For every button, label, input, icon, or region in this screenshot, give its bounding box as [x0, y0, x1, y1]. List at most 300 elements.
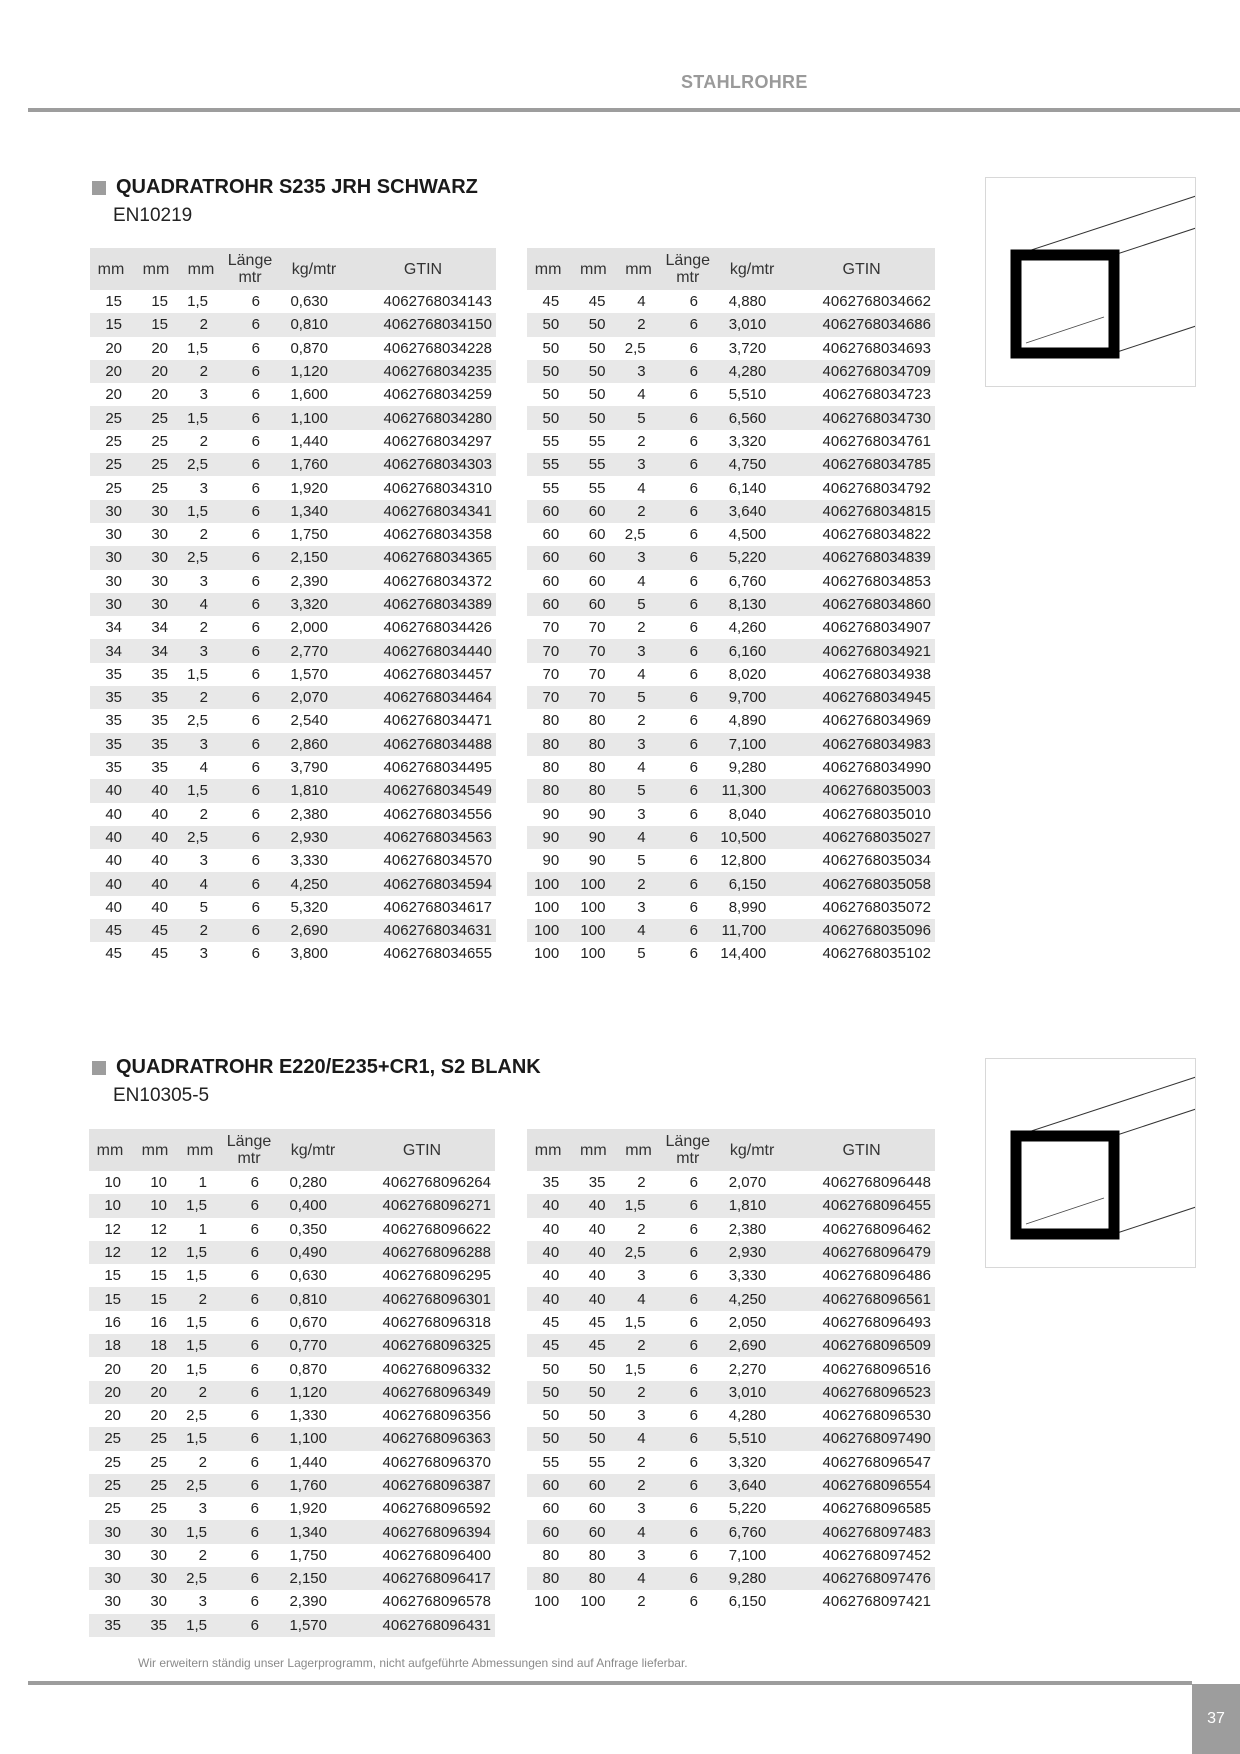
- column-header: mm: [527, 248, 569, 290]
- table-cell: 30: [151, 572, 168, 590]
- table-cell: 60: [569, 500, 617, 523]
- table-cell: 4062768034822: [822, 526, 931, 544]
- table-row: [527, 779, 935, 802]
- table-cell: 70: [588, 665, 606, 683]
- table-row: [89, 1544, 495, 1567]
- table-cell: 6: [222, 546, 278, 569]
- column-header: Länge mtr: [660, 248, 716, 290]
- table-cell: 6: [660, 1241, 716, 1264]
- table-cell: 4062768034495: [383, 759, 492, 777]
- table-row: [89, 1404, 495, 1427]
- table-cell: 4062768097452: [822, 1546, 931, 1564]
- table-cell: 2: [617, 500, 659, 523]
- table-cell: 4062768034389: [350, 593, 496, 616]
- table-cell: 6: [660, 779, 716, 802]
- table-cell: 4062768034365: [350, 546, 496, 569]
- table-cell: 4062768034730: [788, 406, 935, 429]
- table-row: [90, 476, 496, 499]
- table-cell: 1,760: [278, 453, 350, 476]
- square-tube-icon: [985, 177, 1196, 387]
- table-row: [527, 1520, 935, 1543]
- table-cell: 35: [90, 733, 132, 756]
- table-cell: 4062768034556: [383, 805, 492, 823]
- table-cell: 55: [527, 453, 569, 476]
- table-row: [527, 430, 935, 453]
- table-cell: 4062768096455: [788, 1194, 935, 1217]
- table-cell: 6: [689, 1267, 698, 1285]
- table-cell: 3: [617, 360, 659, 383]
- table-cell: 1,920: [289, 1500, 327, 1518]
- table-cell: 50: [588, 1407, 606, 1425]
- table-cell: 6: [251, 898, 260, 916]
- table-cell: 2,5: [617, 1241, 659, 1264]
- table-cell: 1,5: [186, 1267, 207, 1285]
- table-row: [527, 919, 935, 942]
- table-cell: 55: [542, 432, 560, 450]
- column-header: mm: [569, 248, 617, 290]
- table-cell: 25: [151, 432, 168, 450]
- table-cell: 2,5: [624, 339, 646, 357]
- table-cell: 1,750: [290, 526, 328, 544]
- table-cell: 3: [617, 639, 659, 662]
- table-cell: 20: [150, 1360, 167, 1378]
- table-cell: 1,5: [179, 1194, 221, 1217]
- table-cell: 6: [221, 1241, 277, 1264]
- table-cell: 45: [105, 945, 122, 963]
- table-cell: 3,330: [290, 852, 328, 870]
- table-cell: 60: [542, 1500, 560, 1518]
- table-cell: 4062768034945: [788, 686, 935, 709]
- table-cell: 3: [198, 1500, 207, 1518]
- table-cell: 10: [150, 1174, 167, 1192]
- table-cell: 100: [527, 872, 569, 895]
- table-cell: 6: [689, 712, 698, 730]
- table-cell: 15: [105, 293, 122, 311]
- table-cell: 1,5: [187, 339, 208, 357]
- table-row: [90, 849, 496, 872]
- table-cell: 4062768035102: [822, 945, 931, 963]
- table-cell: 0,350: [289, 1220, 327, 1238]
- table-cell: 4062768034709: [788, 360, 935, 383]
- table-cell: 2,5: [180, 826, 222, 849]
- table-cell: 35: [132, 686, 180, 709]
- table-cell: 4: [617, 1567, 659, 1590]
- table-cell: 4: [180, 593, 222, 616]
- table-row: [90, 616, 496, 639]
- table-cell: 45: [569, 1334, 617, 1357]
- table-cell: 70: [542, 619, 560, 637]
- table-cell: 8,020: [728, 665, 767, 683]
- table-row: [90, 593, 496, 616]
- table-cell: 0,770: [277, 1334, 349, 1357]
- table-cell: 40: [90, 779, 132, 802]
- table-cell: 3: [637, 1407, 646, 1425]
- table-row: [89, 1171, 495, 1194]
- table-cell: 40: [527, 1241, 569, 1264]
- table-cell: 2,5: [180, 546, 222, 569]
- table-cell: 60: [527, 1520, 569, 1543]
- table-cell: 6: [660, 1194, 716, 1217]
- table-row: [527, 1590, 935, 1613]
- table-cell: 40: [151, 898, 168, 916]
- table-cell: 4: [617, 826, 659, 849]
- table-cell: 50: [588, 339, 606, 357]
- table-cell: 1,810: [278, 779, 350, 802]
- table-cell: 4062768096387: [349, 1474, 495, 1497]
- table-cell: 3,010: [716, 313, 788, 336]
- table-cell: 5: [637, 852, 646, 870]
- column-header: GTIN: [350, 248, 496, 290]
- table-cell: 1: [198, 1174, 207, 1192]
- table-cell: 6: [689, 386, 698, 404]
- table-cell: 6: [660, 872, 716, 895]
- product-table-1-left: [90, 248, 496, 966]
- table-cell: 4062768096547: [822, 1453, 931, 1471]
- table-row: [527, 1567, 935, 1590]
- bullet-square-icon: [92, 181, 106, 195]
- table-cell: 4062768035058: [788, 872, 935, 895]
- table-cell: 4,280: [728, 1407, 767, 1425]
- table-cell: 14,400: [720, 945, 767, 963]
- table-cell: 55: [588, 479, 606, 497]
- table-cell: 35: [151, 759, 168, 777]
- table-cell: 15: [151, 293, 168, 311]
- table-cell: 3: [637, 805, 646, 823]
- table-cell: 60: [588, 1500, 606, 1518]
- column-header: mm: [527, 1129, 569, 1171]
- table-cell: 6: [689, 1500, 698, 1518]
- table-row: [90, 313, 496, 336]
- table-cell: 4062768034662: [822, 293, 931, 311]
- table-cell: 30: [131, 1567, 179, 1590]
- table-cell: 6: [222, 779, 278, 802]
- table-cell: 6: [689, 1407, 698, 1425]
- table-cell: 4062768096493: [822, 1313, 931, 1331]
- table-cell: 100: [534, 945, 560, 963]
- table-cell: 4062768096394: [349, 1520, 495, 1543]
- table-cell: 2: [617, 872, 659, 895]
- table-row: [527, 337, 935, 360]
- column-header: mm: [569, 1129, 617, 1171]
- table-row: [527, 546, 935, 569]
- table-cell: 6: [660, 1567, 716, 1590]
- table-cell: 6: [250, 1174, 259, 1192]
- table-cell: 6: [660, 1427, 716, 1450]
- table-row: [527, 1357, 935, 1380]
- table-row: [90, 733, 496, 756]
- table-cell: 6: [221, 1194, 277, 1217]
- table-cell: 55: [542, 479, 560, 497]
- table-cell: 6: [221, 1334, 277, 1357]
- table-cell: 4062768034464: [350, 686, 496, 709]
- table-cell: 20: [132, 360, 180, 383]
- table-cell: 2: [179, 1381, 221, 1404]
- table-cell: 30: [150, 1546, 167, 1564]
- table-cell: 4,260: [728, 619, 767, 637]
- table-row: [89, 1287, 495, 1310]
- table-cell: 4062768096356: [382, 1407, 491, 1425]
- table-cell: 20: [151, 339, 168, 357]
- table-cell: 4062768034594: [350, 872, 496, 895]
- table-row: [527, 290, 935, 313]
- table-cell: 4062768096554: [788, 1474, 935, 1497]
- table-cell: 35: [131, 1614, 179, 1637]
- column-header: mm: [90, 248, 132, 290]
- table-cell: 1,5: [187, 665, 208, 683]
- table-cell: 20: [104, 1407, 121, 1425]
- table-cell: 90: [569, 826, 617, 849]
- table-cell: 1,5: [179, 1427, 221, 1450]
- table-cell: 4062768034358: [383, 526, 492, 544]
- column-header: GTIN: [788, 1129, 935, 1171]
- table-row: [527, 1241, 935, 1264]
- table-cell: 4062768096301: [349, 1287, 495, 1310]
- table-row: [527, 803, 935, 826]
- table-cell: 2,860: [278, 733, 350, 756]
- section-1-subtitle: EN10219: [113, 205, 193, 226]
- table-cell: 4062768034655: [383, 945, 492, 963]
- table-cell: 3: [199, 479, 208, 497]
- table-cell: 50: [542, 386, 560, 404]
- table-cell: 5,220: [716, 546, 788, 569]
- table-cell: 2: [198, 1453, 207, 1471]
- table-cell: 4062768034426: [383, 619, 492, 637]
- table-cell: 6: [250, 1500, 259, 1518]
- table-cell: 40: [542, 1267, 560, 1285]
- table-cell: 6,140: [728, 479, 767, 497]
- table-row: [89, 1241, 495, 1264]
- table-cell: 8,040: [728, 805, 767, 823]
- table-cell: 50: [588, 386, 606, 404]
- table-cell: 1,5: [179, 1241, 221, 1264]
- table-cell: 3,720: [728, 339, 767, 357]
- table-cell: 60: [527, 593, 569, 616]
- table-cell: 35: [542, 1174, 560, 1192]
- table-cell: 25: [89, 1427, 131, 1450]
- table-row: [527, 1404, 935, 1427]
- table-cell: 1,340: [278, 500, 350, 523]
- table-cell: 2: [180, 686, 222, 709]
- table-cell: 4062768034631: [350, 919, 496, 942]
- table-cell: 1,750: [289, 1546, 327, 1564]
- table-row: [527, 570, 935, 593]
- table-cell: 6: [689, 526, 698, 544]
- column-header: Länge mtr: [222, 248, 278, 290]
- table-cell: 4,250: [716, 1287, 788, 1310]
- column-header: mm: [179, 1129, 221, 1171]
- column-header: mm: [89, 1129, 131, 1171]
- table-cell: 6: [251, 759, 260, 777]
- table-cell: 6: [250, 1360, 259, 1378]
- table-cell: 4: [617, 1287, 659, 1310]
- table-cell: 25: [131, 1474, 179, 1497]
- table-cell: 60: [527, 500, 569, 523]
- table-cell: 2: [199, 526, 208, 544]
- table-cell: 1,440: [289, 1453, 327, 1471]
- table-cell: 4062768034761: [822, 432, 931, 450]
- table-cell: 0,400: [277, 1194, 349, 1217]
- table-cell: 30: [132, 546, 180, 569]
- table-cell: 6: [250, 1313, 259, 1331]
- table-cell: 6: [660, 406, 716, 429]
- table-cell: 1,570: [290, 665, 328, 683]
- table-cell: 6: [689, 1313, 698, 1331]
- table-cell: 4062768096295: [382, 1267, 491, 1285]
- column-header: GTIN: [788, 248, 935, 290]
- table-cell: 70: [569, 686, 617, 709]
- table-cell: 4062768034853: [822, 572, 931, 590]
- table-cell: 25: [131, 1427, 179, 1450]
- table-row: [527, 500, 935, 523]
- table-cell: 4062768096400: [382, 1546, 491, 1564]
- table-cell: 6,160: [716, 639, 788, 662]
- product-table-2-right: [527, 1129, 935, 1614]
- table-row: [527, 733, 935, 756]
- table-cell: 3: [617, 546, 659, 569]
- table-cell: 30: [151, 526, 168, 544]
- table-cell: 40: [569, 1287, 617, 1310]
- table-cell: 2: [617, 1474, 659, 1497]
- table-cell: 1,100: [278, 406, 350, 429]
- table-cell: 4062768034372: [383, 572, 492, 590]
- table-cell: 25: [132, 406, 180, 429]
- table-cell: 100: [580, 898, 606, 916]
- table-cell: 45: [90, 919, 132, 942]
- table-cell: 4,500: [728, 526, 767, 544]
- table-cell: 25: [89, 1474, 131, 1497]
- table-cell: 4: [637, 293, 646, 311]
- table-row: [90, 686, 496, 709]
- table-cell: 30: [131, 1520, 179, 1543]
- table-cell: 6: [660, 733, 716, 756]
- table-cell: 4062768034235: [350, 360, 496, 383]
- table-cell: 5,510: [728, 386, 767, 404]
- table-cell: 45: [151, 945, 168, 963]
- table-row: [527, 1264, 935, 1287]
- table-cell: 18: [89, 1334, 131, 1357]
- table-cell: 4062768034471: [383, 712, 492, 730]
- table-cell: 0,870: [289, 1360, 327, 1378]
- table-cell: 2,930: [278, 826, 350, 849]
- table-cell: 60: [542, 526, 560, 544]
- table-cell: 1,5: [180, 500, 222, 523]
- table-cell: 3: [637, 1267, 646, 1285]
- table-row: [527, 686, 935, 709]
- table-cell: 30: [105, 526, 122, 544]
- table-cell: 6: [660, 453, 716, 476]
- table-cell: 2: [637, 712, 646, 730]
- table-cell: 40: [90, 872, 132, 895]
- table-row: [90, 523, 496, 546]
- table-cell: 4062768096561: [788, 1287, 935, 1310]
- table-row: [527, 872, 935, 895]
- table-row: [527, 1381, 935, 1404]
- table-cell: 30: [90, 593, 132, 616]
- table-cell: 4062768034617: [383, 898, 492, 916]
- table-cell: 3: [199, 572, 208, 590]
- table-cell: 4062768034938: [822, 665, 931, 683]
- table-cell: 4062768034785: [788, 453, 935, 476]
- table-cell: 4062768034860: [788, 593, 935, 616]
- table-cell: 30: [89, 1567, 131, 1590]
- table-cell: 55: [569, 453, 617, 476]
- table-cell: 6: [251, 805, 260, 823]
- table-cell: 4062768034570: [383, 852, 492, 870]
- table-cell: 6: [222, 593, 278, 616]
- table-cell: 6: [222, 500, 278, 523]
- table-cell: 4062768096578: [382, 1593, 491, 1611]
- table-cell: 10: [131, 1194, 179, 1217]
- table-cell: 4062768034686: [788, 313, 935, 336]
- table-cell: 4: [617, 1520, 659, 1543]
- table-row: [89, 1614, 495, 1637]
- table-cell: 6: [660, 500, 716, 523]
- table-row: [89, 1311, 495, 1334]
- table-cell: 2,5: [624, 526, 646, 544]
- table-cell: 50: [542, 1407, 560, 1425]
- table-cell: 6: [689, 1453, 698, 1471]
- table-cell: 34: [151, 619, 168, 637]
- table-cell: 6: [251, 526, 260, 544]
- table-cell: 50: [588, 1360, 606, 1378]
- table-cell: 100: [580, 1593, 606, 1611]
- table-cell: 100: [534, 1593, 560, 1611]
- footer-divider: [28, 1681, 1192, 1685]
- table-cell: 80: [542, 1546, 560, 1564]
- table-cell: 12: [104, 1220, 121, 1238]
- table-cell: 40: [90, 826, 132, 849]
- table-cell: 2: [199, 805, 208, 823]
- table-cell: 4062768035034: [822, 852, 931, 870]
- table-cell: 50: [569, 1381, 617, 1404]
- section-2-title: QUADRATROHR E220/E235+CR1, S2 BLANK: [92, 1056, 541, 1079]
- table-cell: 1,5: [180, 406, 222, 429]
- table-row: [90, 872, 496, 895]
- table-cell: 60: [569, 1520, 617, 1543]
- table-cell: 45: [542, 1313, 560, 1331]
- table-cell: 6: [660, 639, 716, 662]
- table-cell: 1,760: [277, 1474, 349, 1497]
- table-cell: 30: [90, 500, 132, 523]
- table-cell: 6: [251, 479, 260, 497]
- table-row: [89, 1427, 495, 1450]
- table-cell: 2,270: [728, 1360, 767, 1378]
- table-cell: 60: [542, 572, 560, 590]
- table-cell: 4062768096288: [349, 1241, 495, 1264]
- table-cell: 3: [637, 1500, 646, 1518]
- table-row: [527, 639, 935, 662]
- table-cell: 3,320: [278, 593, 350, 616]
- table-row: [89, 1357, 495, 1380]
- table-cell: 3: [199, 852, 208, 870]
- table-cell: 3,640: [716, 1474, 788, 1497]
- table-cell: 2: [617, 313, 659, 336]
- section-2-subtitle: EN10305-5: [113, 1085, 210, 1106]
- table-cell: 6: [689, 852, 698, 870]
- table-cell: 3: [199, 945, 208, 963]
- column-header: mm: [180, 248, 222, 290]
- product-table-1-right: [527, 248, 935, 966]
- table-row: [90, 500, 496, 523]
- table-cell: 2: [199, 432, 208, 450]
- table-cell: 6: [660, 1474, 716, 1497]
- table-row: [89, 1334, 495, 1357]
- table-cell: 35: [132, 733, 180, 756]
- table-row: [89, 1590, 495, 1613]
- table-cell: 40: [569, 1241, 617, 1264]
- table-cell: 20: [105, 339, 122, 357]
- table-cell: 2,000: [290, 619, 328, 637]
